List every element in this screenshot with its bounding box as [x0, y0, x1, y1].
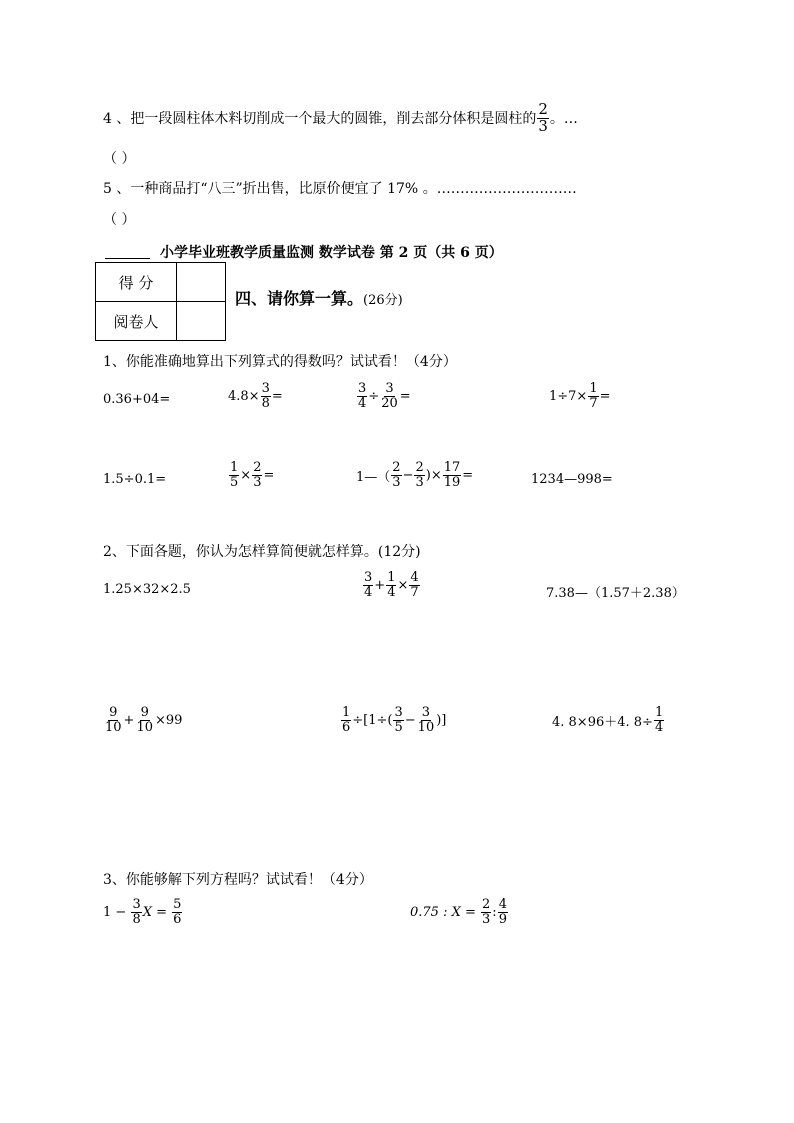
q1-expr-1: 0.36+04= — [103, 392, 171, 407]
score-box — [95, 262, 226, 341]
item4-text: 4 、把一段圆柱体木料切削成一个最大的圆锥，削去部分体积是圆柱的 — [103, 111, 537, 128]
item4-answer-paren[interactable]: （ ） — [103, 151, 136, 167]
item4-tail: 。… — [549, 111, 578, 128]
judgment-item-5: 5 、一种商品打“八三”折出售，比原价便宜了 17% 。………………………… — [103, 181, 577, 197]
q1-expr-4: 1÷7× $\frac{1}{7}$ = — [549, 381, 611, 411]
section-4-points: (26分) — [363, 293, 403, 308]
q3-title: 3、你能够解下列方程吗？试试看！（4分） — [103, 872, 373, 888]
q2-expr-5: $\frac{1}{6}$ ÷[1÷( $\frac{3}{5}$ − $\frac{3}{10}$ )] — [342, 705, 447, 735]
section-4-heading — [235, 286, 403, 309]
score-field[interactable] — [177, 263, 226, 302]
q1-expr-6: $\frac{1}{5}$ × $\frac{2}{3}$ = — [230, 460, 275, 490]
q1-expr-2: 4.8× $\frac{3}{8}$ = — [228, 381, 283, 411]
item5-answer-paren[interactable]: （ ） — [103, 212, 136, 228]
q2-title: 2、下面各题，你认为怎样算简便就怎样算。(12分) — [103, 544, 421, 560]
reviewer-label: 阅卷人 — [96, 302, 177, 341]
q2-expr-2: $\frac{3}{4}$ + $\frac{1}{4}$ × $\frac{4}{7}$ — [364, 570, 419, 600]
q2-expr-3: 7.38—（1.57＋2.38） — [546, 586, 685, 601]
q3-equation-1: 1 − $\frac{3}{8}$ X = $\frac{5}{6}$ — [103, 897, 182, 927]
q3-equation-2: 0.75 : X = $\frac{2}{3}$ : $\frac{4}{9}$ — [410, 897, 507, 927]
section-4-title: 四、请你算一算。 — [235, 289, 364, 308]
page-header: 小学毕业班教学质量监测 数学试卷 第 2 页（共 6 页） — [160, 245, 503, 261]
q2-expr-4: $\frac{9}{10}$ + $\frac{9}{10}$ ×99 — [105, 705, 183, 735]
judgment-item-4 — [103, 102, 578, 135]
q1-expr-8: 1234—998= — [531, 472, 613, 487]
q1-expr-3: $\frac{3}{4}$ ÷ $\frac{3}{20}$ = — [358, 381, 411, 411]
q2-expr-6: 4. 8×96＋4. 8÷ $\frac{1}{4}$ — [552, 705, 664, 735]
q1-expr-5: 1.5÷0.1= — [103, 472, 167, 487]
header-blank-line — [105, 258, 150, 259]
q1-title: 1、你能准确地算出下列算式的得数吗？试试看！（4分） — [103, 354, 457, 370]
score-label: 得 分 — [96, 263, 177, 302]
q2-expr-1: 1.25×32×2.5 — [103, 582, 191, 597]
q1-expr-7: 1—（ $\frac{2}{3}$ − $\frac{2}{3}$ )× $\frac{17}{19}$ = — [356, 460, 474, 490]
reviewer-field[interactable] — [177, 302, 226, 341]
item4-fraction: $\frac{2}{3}$ — [538, 100, 548, 135]
